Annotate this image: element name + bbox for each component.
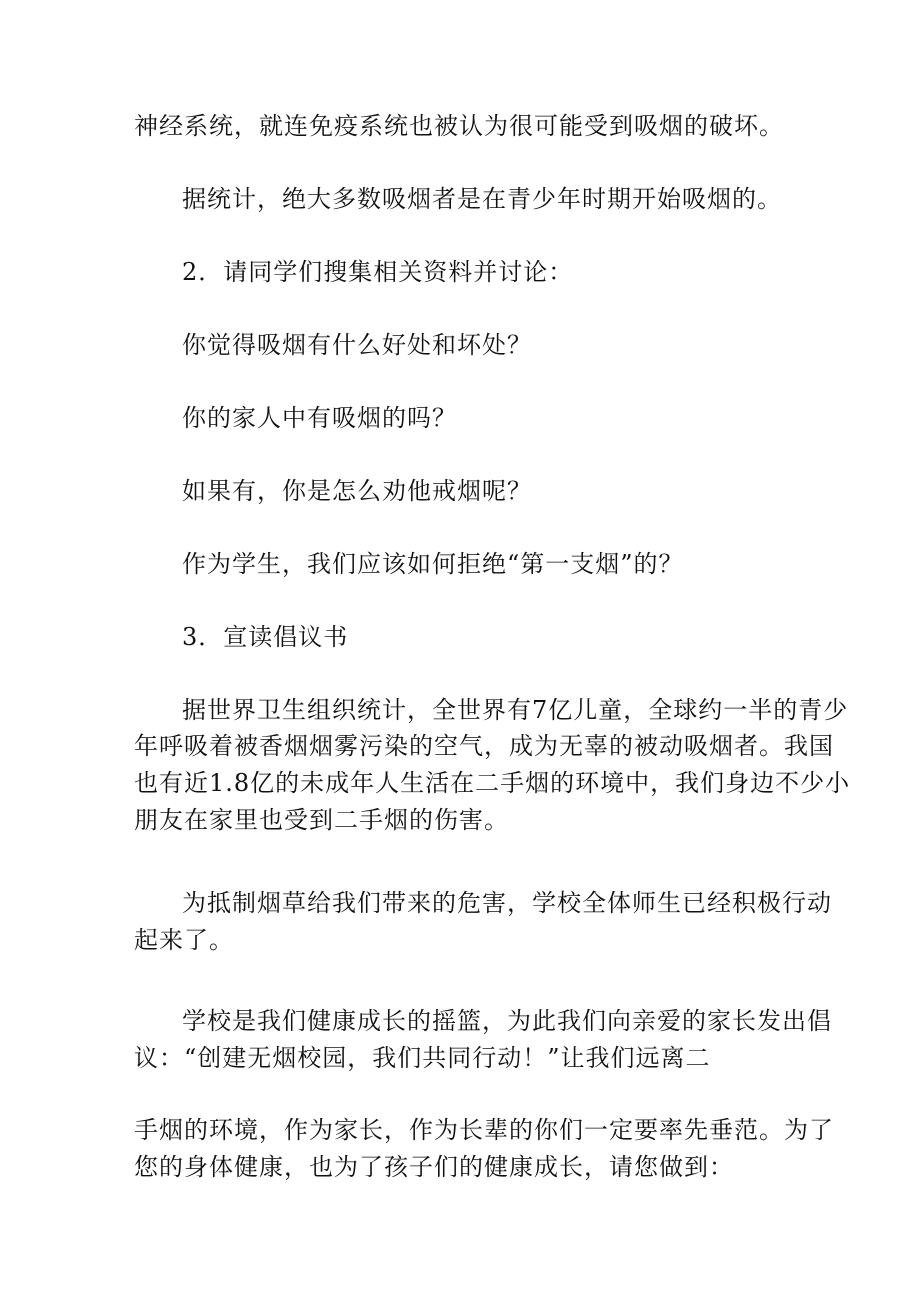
- paragraph-parents-line-1: 手烟的环境，作为家长，作为长辈的你们一定要率先垂范。为了: [134, 1116, 834, 1144]
- section-heading-3: 3．宣读倡议书: [182, 623, 349, 651]
- section-heading-2: 2．请同学们搜集相关资料并讨论：: [182, 258, 574, 286]
- paragraph-parents-line-2: 您的身体健康，也为了孩子们的健康成长，请您做到：: [134, 1153, 734, 1181]
- paragraph-school-line-2: 起来了。: [134, 926, 234, 954]
- paragraph-proposal-line-2: 议：“创建无烟校园，我们共同行动！”让我们远离二: [134, 1044, 711, 1072]
- paragraph-proposal-line-1: 学校是我们健康成长的摇篮，为此我们向亲爱的家长发出倡: [182, 1007, 832, 1035]
- question-benefits: 你觉得吸烟有什么好处和坏处？: [182, 331, 532, 359]
- paragraph-who-line-3: 也有近1.8亿的未成年人生活在二手烟的环境中，我们身边不少小: [134, 769, 851, 797]
- text-line-statistics: 据统计，绝大多数吸烟者是在青少年时期开始吸烟的。: [182, 185, 782, 213]
- paragraph-who-line-1: 据世界卫生组织统计，全世界有7亿儿童，全球约一半的青少: [182, 696, 849, 724]
- question-persuade: 如果有，你是怎么劝他戒烟呢？: [182, 477, 532, 505]
- paragraph-school-line-1: 为抵制烟草给我们带来的危害，学校全体师生已经积极行动: [182, 889, 832, 917]
- question-refuse: 作为学生，我们应该如何拒绝“第一支烟”的？: [182, 550, 684, 578]
- paragraph-who-line-4: 朋友在家里也受到二手烟的伤害。: [134, 806, 509, 834]
- paragraph-who-line-2: 年呼吸着被香烟烟雾污染的空气，成为无辜的被动吸烟者。我国: [134, 732, 834, 760]
- question-family: 你的家人中有吸烟的吗？: [182, 404, 457, 432]
- text-line-nervous-system: 神经系统，就连免疫系统也被认为很可能受到吸烟的破坏。: [134, 112, 784, 140]
